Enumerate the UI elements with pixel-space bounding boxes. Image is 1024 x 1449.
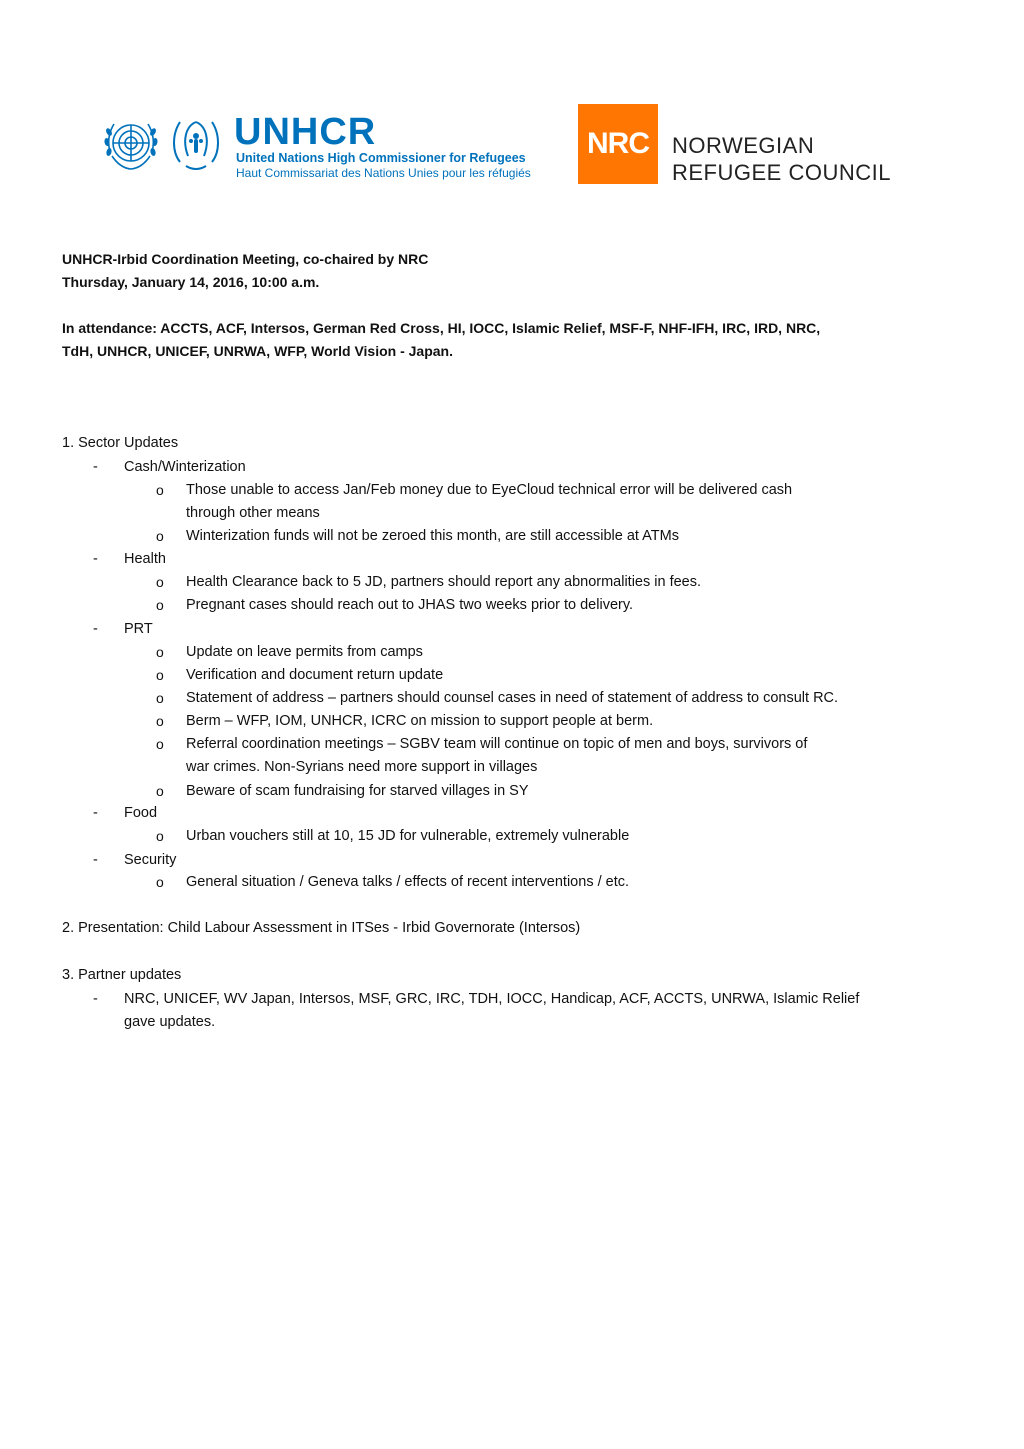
- prt-item-1: Update on leave permits from camps: [186, 644, 423, 660]
- cash-item-2: Winterization funds will not be zeroed this month, are still accessible at ATMs: [186, 528, 679, 544]
- circle-marker: o: [156, 828, 164, 844]
- meeting-date: Thursday, January 14, 2016, 10:00 a.m.: [62, 274, 320, 290]
- un-emblem-icon: [100, 112, 162, 174]
- dash-marker: -: [93, 551, 98, 567]
- circle-marker: o: [156, 667, 164, 683]
- dash-marker: -: [93, 991, 98, 1007]
- circle-marker: o: [156, 644, 164, 660]
- cash-winterization-label: Cash/Winterization: [124, 459, 246, 475]
- unhcr-subtitle-en: United Nations High Commissioner for Refugees: [236, 151, 526, 165]
- cash-item-1a: Those unable to access Jan/Feb money due to EyeCloud technical error will be delivered cash: [186, 482, 793, 498]
- health-item-2: Pregnant cases should reach out to JHAS two weeks prior to delivery.: [186, 597, 634, 613]
- circle-marker: o: [156, 713, 164, 729]
- prt-item-5a: Referral coordination meetings – SGBV team will continue on topic of men and boys, survivors of: [186, 736, 808, 752]
- circle-marker: o: [156, 574, 164, 590]
- dash-marker: -: [93, 852, 98, 868]
- dash-marker: -: [93, 459, 98, 475]
- section-1-title: 1. Sector Updates: [62, 435, 179, 451]
- circle-marker: o: [156, 874, 164, 890]
- security-label: Security: [124, 852, 177, 868]
- prt-item-4: Berm – WFP, IOM, UNHCR, ICRC on mission to support people at berm.: [186, 713, 654, 729]
- section-2-title: 2. Presentation: Child Labour Assessment in ITSes - Irbid Governorate (Intersos): [62, 920, 581, 936]
- food-item-1: Urban vouchers still at 10, 15 JD for vulnerable, extremely vulnerable: [186, 828, 630, 844]
- unhcr-logo: [100, 110, 550, 182]
- circle-marker: o: [156, 597, 164, 613]
- circle-marker: o: [156, 783, 164, 799]
- circle-marker: o: [156, 528, 164, 544]
- dash-marker: -: [93, 621, 98, 637]
- dash-marker: -: [93, 805, 98, 821]
- attendance-line-1: In attendance: ACCTS, ACF, Intersos, German Red Cross, HI, IOCC, Islamic Relief, MSF-F, NHF-IFH, IRC, IRD, NRC,: [62, 320, 821, 336]
- unhcr-wordmark: UNHCR: [234, 111, 377, 153]
- section-3-title: 3. Partner updates: [62, 967, 182, 983]
- food-label: Food: [124, 805, 158, 821]
- prt-item-6: Beware of scam fundraising for starved villages in SY: [186, 783, 529, 799]
- nrc-logo-line1: NORWEGIAN: [672, 133, 815, 158]
- partner-updates-line-2: gave updates.: [124, 1014, 216, 1030]
- prt-item-2: Verification and document return update: [186, 667, 444, 683]
- unhcr-subtitle-fr: Haut Commissariat des Nations Unies pour les réfugiés: [236, 166, 531, 180]
- prt-item-3: Statement of address – partners should counsel cases in need of statement of address to consult RC.: [186, 690, 839, 706]
- prt-item-5b: war crimes. Non-Syrians need more support in villages: [186, 759, 538, 775]
- health-label: Health: [124, 551, 166, 567]
- circle-marker: o: [156, 482, 164, 498]
- circle-marker: o: [156, 736, 164, 752]
- cash-item-1b: through other means: [186, 505, 320, 521]
- circle-marker: o: [156, 690, 164, 706]
- attendance-line-2: TdH, UNHCR, UNICEF, UNRWA, WFP, World Vision - Japan.: [62, 343, 453, 359]
- prt-label: PRT: [124, 621, 153, 637]
- partner-updates-line-1: NRC, UNICEF, WV Japan, Intersos, MSF, GRC, IRC, TDH, IOCC, Handicap, ACF, ACCTS, UNRWA, Islamic Relief: [124, 991, 860, 1007]
- meeting-title: UNHCR-Irbid Coordination Meeting, co-chaired by NRC: [62, 251, 429, 267]
- nrc-logo-line2: REFUGEE COUNCIL: [672, 160, 891, 185]
- health-item-1: Health Clearance back to 5 JD, partners should report any abnormalities in fees.: [186, 574, 702, 590]
- security-item-1: General situation / Geneva talks / effects of recent interventions / etc.: [186, 874, 630, 890]
- nrc-logo-mark: NRC: [578, 104, 658, 184]
- unhcr-emblem-icon: [166, 112, 226, 174]
